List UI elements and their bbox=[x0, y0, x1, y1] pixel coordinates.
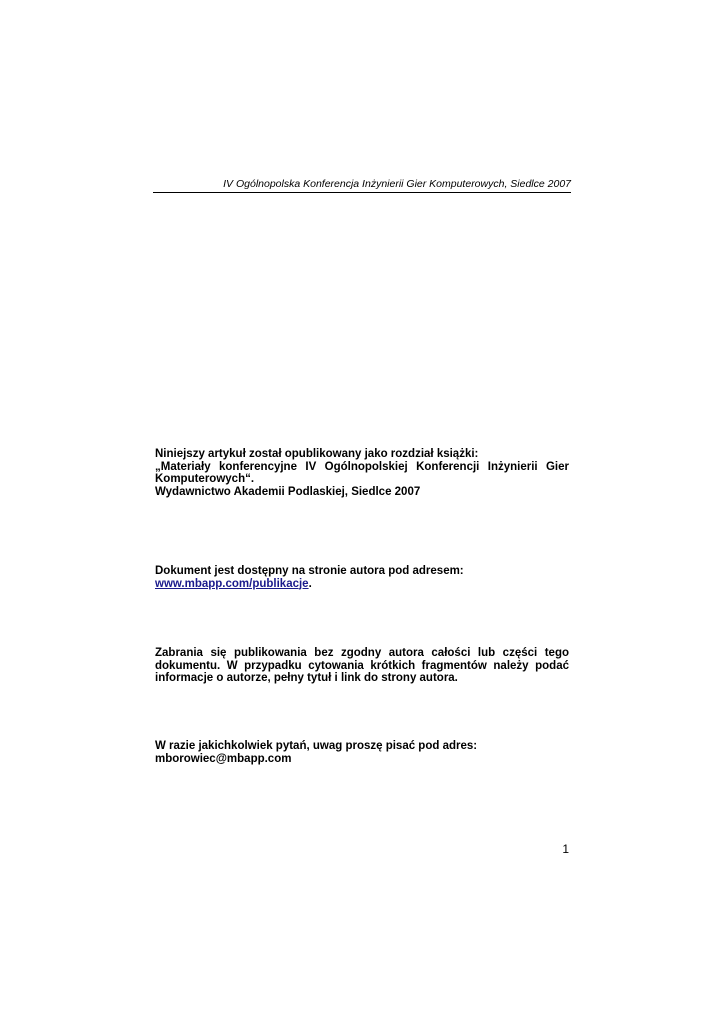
availability-link-line bbox=[155, 578, 569, 591]
author-website-link[interactable]: www.mbapp.com/publikacje bbox=[155, 577, 309, 590]
publisher: Wydawnictwo Akademii Podlaskiej, Siedlce 2007 bbox=[155, 485, 421, 498]
contact-note bbox=[155, 740, 569, 765]
publication-intro: Niniejszy artykuł został opublikowany jako rozdział książki: bbox=[155, 448, 479, 460]
availability-note bbox=[155, 565, 569, 590]
copyright-note bbox=[155, 647, 569, 685]
running-header: IV Ogólnopolska Konferencja Inżynierii Gier Komputerowych, Siedlce 2007 bbox=[153, 178, 571, 193]
link-suffix: . bbox=[308, 577, 312, 590]
contact-intro: W razie jakichkolwiek pytań, uwag proszę pisać pod adres: bbox=[155, 740, 478, 752]
publication-note bbox=[155, 448, 569, 498]
contact-email: mborowiec@mbapp.com bbox=[155, 752, 292, 765]
page-number: 1 bbox=[562, 842, 569, 856]
copyright-text: Zabrania się publikowania bez zgodny autora całości lub części tego dokumentu. W przypadku cytowania krótkich fragmentów należy podać informacje o autorze, pełny tytuł i link do strony autora. bbox=[155, 647, 569, 684]
availability-intro: Dokument jest dostępny na stronie autora pod adresem: bbox=[155, 565, 464, 577]
book-title: „Materiały konferencyjne IV Ogólnopolskiej Konferencji Inżynierii Gier Komputerowych“. bbox=[155, 460, 569, 485]
